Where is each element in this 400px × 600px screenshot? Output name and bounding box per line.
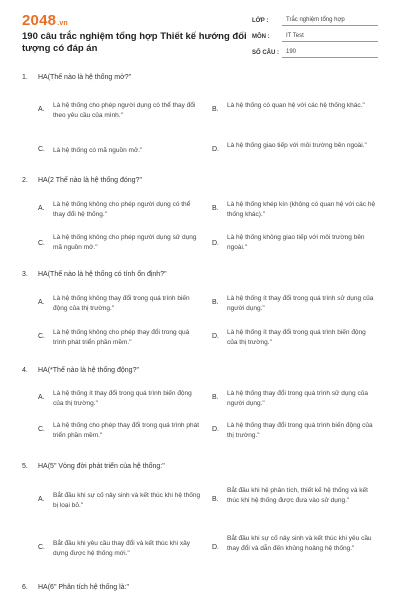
option-text: Bắt đầu khi sự cố nảy sinh và kết thúc khi hệ thống bị loại bỏ." bbox=[53, 492, 201, 509]
option-text: Là hệ thống không cho phép thay đổi trong quá trình phát triển phần mềm." bbox=[53, 329, 190, 346]
option-text: Là hệ thống không cho phép người dụng có thể thay đổi hệ thống." bbox=[53, 201, 191, 218]
option-letter: A. bbox=[38, 106, 45, 113]
question-text: HA(Thế nào là hệ thống có tính ổn định?" bbox=[38, 271, 167, 278]
option-letter: C. bbox=[38, 544, 45, 551]
option-text: Là hệ thống ít thay đổi trong quá trình biến động của thị trường." bbox=[227, 329, 366, 346]
question-heading bbox=[22, 463, 165, 470]
option-letter: D. bbox=[212, 333, 219, 340]
question-heading bbox=[22, 367, 139, 374]
question-heading bbox=[22, 271, 167, 278]
option-letter: D. bbox=[212, 426, 219, 433]
option-letter: A. bbox=[38, 299, 45, 306]
meta-row-class bbox=[252, 12, 378, 26]
option-letter: B. bbox=[212, 496, 219, 503]
option-text: Bắt đầu khi sự cố nảy sinh và kết thúc khi yêu cầu thay đổi và dẫn đến khủng hoảng hệ thống." bbox=[227, 535, 372, 552]
option-letter: A. bbox=[38, 205, 45, 212]
question-heading bbox=[22, 177, 142, 184]
option-text: Là hệ thống có mã nguồn mở." bbox=[53, 147, 143, 154]
option-text: Là hệ thống cho phép thay đổi trong quá trình phát triển phần mềm." bbox=[53, 422, 200, 439]
option-letter: C. bbox=[38, 426, 45, 433]
option-text: Là hệ thống không cho phép người dụng sử dụng mã nguồn mở." bbox=[53, 234, 197, 251]
option-text: Là hệ thống thay đổi trong quá trình sử dụng của người dụng." bbox=[227, 390, 368, 407]
question-text: HA(*Thế nào là hệ thống động?" bbox=[38, 367, 139, 374]
meta-label: SỐ CÂU : bbox=[252, 50, 279, 56]
option-letter: C. bbox=[38, 240, 45, 247]
question-number: 3. bbox=[22, 271, 28, 278]
option-letter: D. bbox=[212, 240, 219, 247]
question-number: 6. bbox=[22, 584, 28, 591]
option-letter: D. bbox=[212, 544, 219, 551]
logo-main: 2048 bbox=[22, 12, 57, 29]
question-heading bbox=[22, 74, 131, 81]
option-text: Là hệ thống thay đổi trong quá trình biến động của thị trường." bbox=[227, 422, 373, 439]
option-text: Là hệ thống ít thay đổi trong quá trình biến động của thị trường." bbox=[53, 390, 192, 407]
question-text: HA(2 Thế nào là hệ thống đóng?" bbox=[38, 177, 142, 184]
option-letter: B. bbox=[212, 106, 219, 113]
question-number: 1. bbox=[22, 74, 28, 81]
meta-value: 190 bbox=[282, 49, 378, 58]
meta-row-subject bbox=[252, 28, 378, 42]
question-heading bbox=[22, 584, 129, 591]
question-number: 2. bbox=[22, 177, 28, 184]
option-text: Là hệ thống cho phép người dụng có thể thay đổi theo yêu cầu của mình." bbox=[53, 102, 196, 119]
option-letter: D. bbox=[212, 146, 219, 153]
option-text: Là hệ thống giao tiếp với môi trường bên ngoài." bbox=[227, 142, 367, 149]
option-letter: B. bbox=[212, 394, 219, 401]
option-text: Là hệ thống ít thay đổi trong quá trình sử dụng của người dụng." bbox=[227, 295, 374, 312]
logo-suffix: .vn bbox=[57, 20, 68, 27]
option-text: Là hệ thống không thay đổi trong quá trình biến động của thị trường." bbox=[53, 295, 190, 312]
meta-label: MÔN : bbox=[252, 34, 270, 40]
option-letter: A. bbox=[38, 394, 45, 401]
option-letter: B. bbox=[212, 205, 219, 212]
question-number: 5. bbox=[22, 463, 28, 470]
meta-label: LỚP : bbox=[252, 18, 269, 24]
option-text: Bắt đầu khi hệ phân tích, thiết kế hệ thống và kết thúc khi hệ thống được đưa vào sử dụng." bbox=[227, 487, 368, 504]
option-letter: C. bbox=[38, 333, 45, 340]
option-letter: A. bbox=[38, 496, 45, 503]
option-text: Là hệ thống không giao tiếp với môi trường bên ngoài." bbox=[227, 234, 365, 251]
option-letter: B. bbox=[212, 299, 219, 306]
option-text: Là hệ thống có quan hệ với các hệ thống khác." bbox=[227, 102, 365, 109]
meta-row-count bbox=[252, 44, 378, 58]
meta-value: Trắc nghiệm tổng hợp bbox=[282, 17, 378, 26]
question-text: HA(Thế nào là hệ thống mở?" bbox=[38, 74, 132, 81]
question-text: HA(6" Phân tích hệ thống là:" bbox=[38, 584, 129, 591]
document-meta bbox=[252, 12, 378, 60]
site-logo[interactable] bbox=[22, 12, 68, 29]
question-number: 4. bbox=[22, 367, 28, 374]
option-text: Bắt đầu khi yêu cầu thay đổi và kết thúc khi xây dựng được hệ thống mới." bbox=[53, 540, 190, 557]
option-letter: C. bbox=[38, 146, 45, 153]
meta-value: IT Test bbox=[282, 33, 378, 42]
document-header bbox=[0, 0, 400, 60]
document-title: 190 câu trắc nghiệm tổng hợp Thiết kế hướng đối tượng có đáp án bbox=[22, 31, 247, 54]
option-text: Là hệ thống khép kín (không có quan hệ với các hệ thống khác)." bbox=[227, 201, 376, 218]
question-text: HA(5" Vòng đời phát triển của hệ thống:" bbox=[38, 463, 165, 470]
